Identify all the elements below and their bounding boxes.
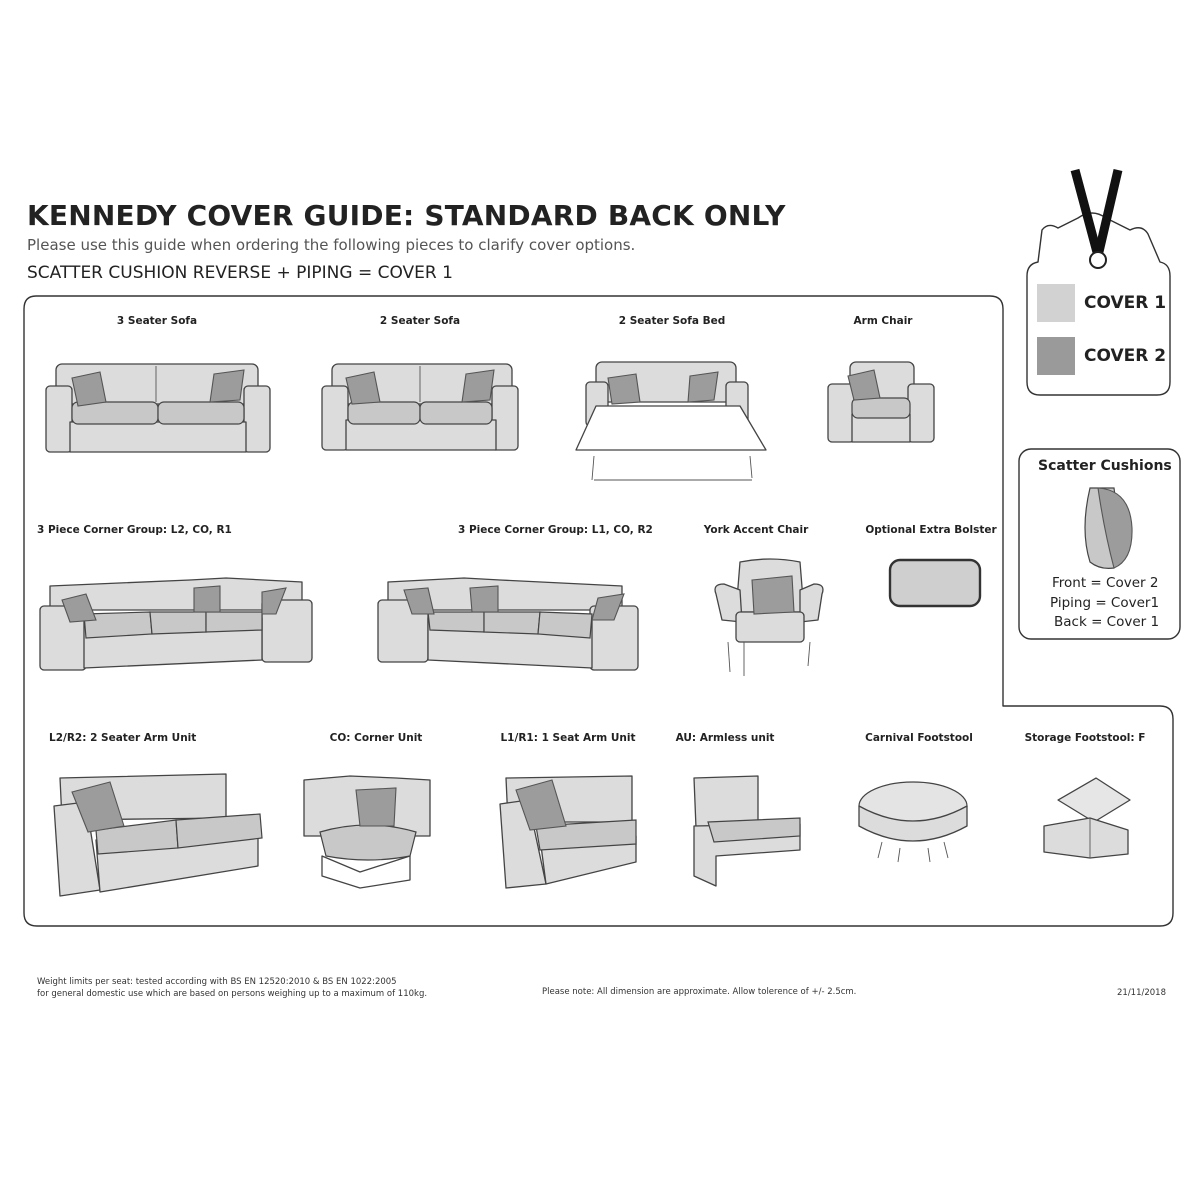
- page-title: KENNEDY COVER GUIDE: STANDARD BACK ONLY: [27, 199, 786, 232]
- footer-weight-line2: for general domestic use which are based on persons weighing up to a maximum of 110kg.: [37, 989, 428, 999]
- label-corner-unit: CO: Corner Unit: [329, 732, 423, 744]
- storage-footstool-drawing: [1044, 778, 1130, 858]
- armless-unit-drawing: [694, 776, 800, 886]
- footer-note: Please note: All dimension are approximate. Allow tolerence of +/- 2.5cm.: [542, 987, 857, 997]
- label-two-seater-sofa-bed: 2 Seater Sofa Bed: [618, 315, 726, 327]
- scatter-cushion-illustration: [1085, 488, 1132, 568]
- one-seat-arm-unit-drawing: [500, 776, 636, 888]
- two-seater-sofa-drawing: [322, 364, 518, 450]
- label-one-seat-arm-unit: L1/R1: 1 Seat Arm Unit: [500, 732, 636, 744]
- footer-weight-line1: Weight limits per seat: tested according with BS EN 12520:2010 & BS EN 1022:2005: [37, 977, 397, 987]
- content-panel-border: [24, 296, 1173, 926]
- scatter-back-text: Back = Cover 1: [1054, 614, 1160, 630]
- label-two-seater-arm-unit: L2/R2: 2 Seater Arm Unit: [49, 732, 197, 744]
- label-corner-group-l2: 3 Piece Corner Group: L2, CO, R1: [37, 524, 232, 536]
- cover1-label: COVER 1: [1084, 293, 1167, 313]
- label-carnival-footstool: Carnival Footstool: [865, 732, 973, 744]
- bolster-drawing: [890, 560, 980, 606]
- scatter-piping-text: Piping = Cover1: [1050, 595, 1160, 611]
- scatter-front-text: Front = Cover 2: [1052, 575, 1159, 591]
- arm-chair-drawing: [828, 362, 934, 442]
- scatter-cushions-title: Scatter Cushions: [1038, 458, 1172, 474]
- label-armless-unit: AU: Armless unit: [675, 732, 775, 744]
- page-subtitle: Please use this guide when ordering the following pieces to clarify cover options.: [27, 236, 636, 254]
- cover2-label: COVER 2: [1084, 346, 1167, 366]
- label-york-accent-chair: York Accent Chair: [703, 524, 809, 536]
- label-corner-group-l1: 3 Piece Corner Group: L1, CO, R2: [458, 524, 653, 536]
- label-optional-bolster: Optional Extra Bolster: [865, 524, 997, 536]
- label-three-seater-sofa: 3 Seater Sofa: [116, 315, 198, 327]
- two-seater-sofa-bed-drawing: [576, 362, 766, 480]
- two-seater-arm-unit-drawing: [54, 774, 262, 896]
- york-accent-chair-drawing: [715, 559, 823, 676]
- corner-unit-drawing: [304, 776, 430, 888]
- corner-group-l2-drawing: [40, 578, 312, 670]
- corner-group-l1-drawing: [378, 578, 638, 670]
- label-storage-footstool: Storage Footstool: F: [1024, 732, 1146, 744]
- label-two-seater-sofa: 2 Seater Sofa: [379, 315, 461, 327]
- label-arm-chair: Arm Chair: [853, 315, 913, 327]
- cover-rule: SCATTER CUSHION REVERSE + PIPING = COVER 1: [27, 263, 453, 283]
- cover2-swatch: [1037, 337, 1075, 375]
- carnival-footstool-drawing: [859, 782, 967, 862]
- cover1-swatch: [1037, 284, 1075, 322]
- three-seater-sofa-drawing: [46, 364, 270, 452]
- footer-date: 21/11/2018: [1117, 988, 1166, 998]
